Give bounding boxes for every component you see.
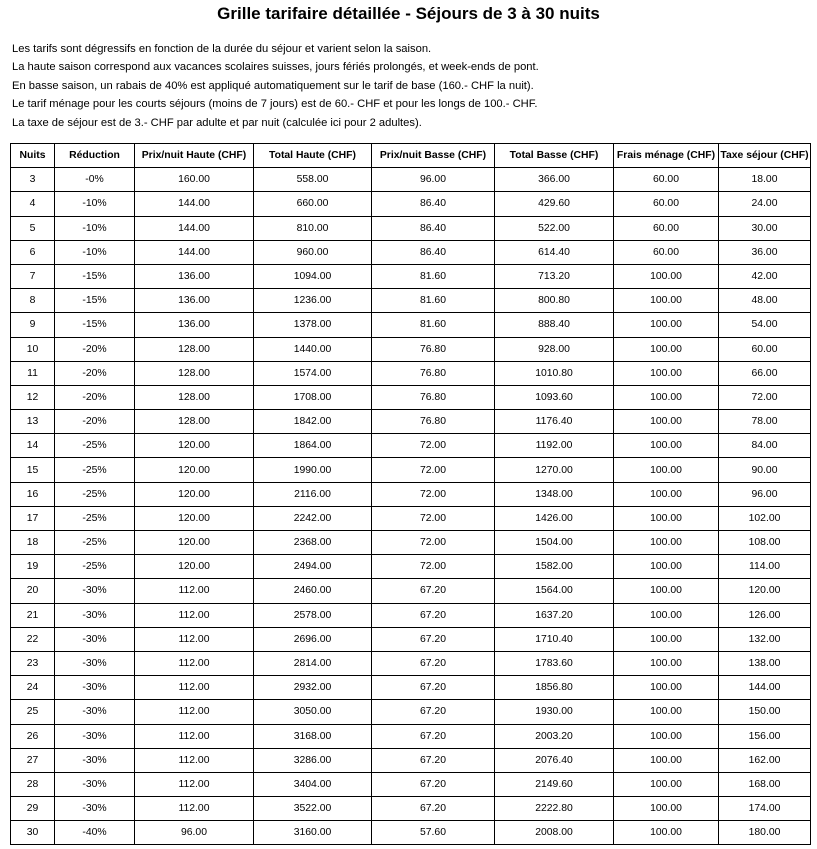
table-row	[11, 289, 811, 313]
table-cell: 366.00	[495, 168, 614, 192]
table-cell: 86.40	[372, 216, 495, 240]
table-cell: 112.00	[135, 797, 254, 821]
table-cell: 928.00	[495, 337, 614, 361]
table-cell: 2242.00	[254, 506, 372, 530]
table-cell: 100.00	[614, 313, 719, 337]
table-cell: 67.20	[372, 603, 495, 627]
table-cell: 800.80	[495, 289, 614, 313]
table-cell: 114.00	[719, 555, 811, 579]
table-cell: 100.00	[614, 603, 719, 627]
table-cell: 162.00	[719, 748, 811, 772]
table-cell: 67.20	[372, 579, 495, 603]
table-cell: 128.00	[135, 385, 254, 409]
table-cell: -25%	[55, 434, 135, 458]
table-cell: 1842.00	[254, 410, 372, 434]
table-cell: -10%	[55, 240, 135, 264]
table-cell: 67.20	[372, 724, 495, 748]
table-cell: 136.00	[135, 289, 254, 313]
table-cell: 13	[11, 410, 55, 434]
table-cell: 136.00	[135, 313, 254, 337]
table-cell: -30%	[55, 603, 135, 627]
table-cell: 1504.00	[495, 531, 614, 555]
table-cell: 126.00	[719, 603, 811, 627]
table-cell: 168.00	[719, 772, 811, 796]
intro-line: Les tarifs sont dégressifs en fonction de la durée du séjour et varient selon la saison.	[12, 43, 432, 55]
tariff-table	[10, 143, 811, 845]
table-cell: 60.00	[614, 216, 719, 240]
table-cell: 100.00	[614, 627, 719, 651]
table-row	[11, 797, 811, 821]
table-cell: 810.00	[254, 216, 372, 240]
table-cell: 11	[11, 361, 55, 385]
table-row	[11, 651, 811, 675]
table-cell: 112.00	[135, 700, 254, 724]
table-cell: 2076.40	[495, 748, 614, 772]
table-cell: 5	[11, 216, 55, 240]
table-cell: 558.00	[254, 168, 372, 192]
table-cell: 100.00	[614, 410, 719, 434]
table-cell: 112.00	[135, 651, 254, 675]
table-cell: 96.00	[135, 821, 254, 845]
intro-line: La haute saison correspond aux vacances scolaires suisses, jours fériés prolongés, et week-ends de pont.	[12, 61, 539, 74]
table-row	[11, 579, 811, 603]
table-cell: 72.00	[372, 434, 495, 458]
table-cell: -30%	[55, 651, 135, 675]
table-cell: 81.60	[372, 289, 495, 313]
intro-line: En basse saison, un rabais de 40% est appliqué automatiquement sur le tarif de base (160.- CHF la nuit).	[12, 79, 534, 92]
table-cell: 14	[11, 434, 55, 458]
table-cell: 120.00	[135, 458, 254, 482]
table-cell: 60.00	[614, 192, 719, 216]
table-cell: 76.80	[372, 337, 495, 361]
table-cell: 3522.00	[254, 797, 372, 821]
table-cell: 81.60	[372, 264, 495, 288]
table-cell: 30.00	[719, 216, 811, 240]
table-cell: 1856.80	[495, 676, 614, 700]
table-cell: 100.00	[614, 700, 719, 724]
table-cell: 1708.00	[254, 385, 372, 409]
table-cell: 1094.00	[254, 264, 372, 288]
table-cell: 108.00	[719, 531, 811, 555]
table-cell: 100.00	[614, 482, 719, 506]
page-title: Grille tarifaire détaillée - Séjours de 3 à 30 nuits	[217, 4, 600, 23]
table-cell: 1990.00	[254, 458, 372, 482]
table-cell: 1270.00	[495, 458, 614, 482]
table-cell: -25%	[55, 531, 135, 555]
table-row	[11, 627, 811, 651]
table-cell: 6	[11, 240, 55, 264]
table-cell: 1710.40	[495, 627, 614, 651]
table-cell: 2932.00	[254, 676, 372, 700]
table-cell: 20	[11, 579, 55, 603]
table-cell: 1010.80	[495, 361, 614, 385]
table-cell: 2008.00	[495, 821, 614, 845]
table-cell: 100.00	[614, 264, 719, 288]
table-cell: 1440.00	[254, 337, 372, 361]
table-cell: 60.00	[719, 337, 811, 361]
table-cell: 150.00	[719, 700, 811, 724]
table-cell: 78.00	[719, 410, 811, 434]
table-cell: 15	[11, 458, 55, 482]
table-cell: 2368.00	[254, 531, 372, 555]
table-cell: 3160.00	[254, 821, 372, 845]
table-row	[11, 555, 811, 579]
table-cell: 24.00	[719, 192, 811, 216]
header-prix-haute: Prix/nuit Haute (CHF)	[135, 144, 254, 168]
table-cell: 1093.60	[495, 385, 614, 409]
table-cell: -25%	[55, 458, 135, 482]
table-row	[11, 240, 811, 264]
table-cell: 1582.00	[495, 555, 614, 579]
table-cell: 112.00	[135, 676, 254, 700]
table-row	[11, 603, 811, 627]
table-cell: 112.00	[135, 724, 254, 748]
table-row	[11, 506, 811, 530]
table-cell: 1574.00	[254, 361, 372, 385]
table-cell: 67.20	[372, 627, 495, 651]
table-cell: 100.00	[614, 555, 719, 579]
table-cell: 60.00	[614, 240, 719, 264]
table-row	[11, 676, 811, 700]
table-cell: 102.00	[719, 506, 811, 530]
table-cell: -15%	[55, 289, 135, 313]
table-cell: 84.00	[719, 434, 811, 458]
table-cell: 1348.00	[495, 482, 614, 506]
table-row	[11, 772, 811, 796]
table-cell: 96.00	[719, 482, 811, 506]
table-cell: -30%	[55, 772, 135, 796]
table-cell: 100.00	[614, 506, 719, 530]
table-row	[11, 700, 811, 724]
header-frais-menage: Frais ménage (CHF)	[614, 144, 719, 168]
table-cell: 100.00	[614, 772, 719, 796]
table-cell: -15%	[55, 264, 135, 288]
table-cell: 25	[11, 700, 55, 724]
table-cell: 112.00	[135, 579, 254, 603]
table-cell: 72.00	[372, 482, 495, 506]
table-cell: 48.00	[719, 289, 811, 313]
table-cell: 128.00	[135, 337, 254, 361]
table-cell: 960.00	[254, 240, 372, 264]
table-cell: 1564.00	[495, 579, 614, 603]
table-cell: 4	[11, 192, 55, 216]
table-cell: 24	[11, 676, 55, 700]
table-cell: 1378.00	[254, 313, 372, 337]
table-cell: 90.00	[719, 458, 811, 482]
table-cell: 86.40	[372, 240, 495, 264]
table-row	[11, 361, 811, 385]
table-cell: 100.00	[614, 458, 719, 482]
table-cell: 132.00	[719, 627, 811, 651]
table-cell: 76.80	[372, 385, 495, 409]
table-row	[11, 748, 811, 772]
table-cell: 16	[11, 482, 55, 506]
table-cell: -20%	[55, 361, 135, 385]
table-cell: 112.00	[135, 603, 254, 627]
table-cell: 27	[11, 748, 55, 772]
header-reduction: Réduction	[55, 144, 135, 168]
table-cell: 144.00	[719, 676, 811, 700]
table-cell: 100.00	[614, 385, 719, 409]
table-cell: 614.40	[495, 240, 614, 264]
table-cell: 128.00	[135, 361, 254, 385]
table-cell: 36.00	[719, 240, 811, 264]
table-cell: 174.00	[719, 797, 811, 821]
table-row	[11, 531, 811, 555]
table-cell: 136.00	[135, 264, 254, 288]
table-cell: 17	[11, 506, 55, 530]
table-row	[11, 192, 811, 216]
table-cell: -25%	[55, 506, 135, 530]
table-cell: 100.00	[614, 579, 719, 603]
table-cell: -0%	[55, 168, 135, 192]
table-cell: 21	[11, 603, 55, 627]
table-cell: -25%	[55, 482, 135, 506]
table-cell: 429.60	[495, 192, 614, 216]
table-cell: 156.00	[719, 724, 811, 748]
table-row	[11, 385, 811, 409]
table-cell: 2460.00	[254, 579, 372, 603]
table-cell: -25%	[55, 555, 135, 579]
table-row	[11, 264, 811, 288]
table-cell: 100.00	[614, 531, 719, 555]
table-cell: 72.00	[372, 458, 495, 482]
table-cell: -30%	[55, 797, 135, 821]
table-cell: 72.00	[372, 531, 495, 555]
table-cell: 120.00	[135, 506, 254, 530]
table-cell: -30%	[55, 627, 135, 651]
table-cell: 30	[11, 821, 55, 845]
table-cell: 2696.00	[254, 627, 372, 651]
table-cell: 72.00	[719, 385, 811, 409]
header-total-haute: Total Haute (CHF)	[254, 144, 372, 168]
table-cell: 160.00	[135, 168, 254, 192]
table-cell: 112.00	[135, 772, 254, 796]
table-cell: 100.00	[614, 748, 719, 772]
header-taxe-sejour: Taxe séjour (CHF)	[719, 144, 811, 168]
table-cell: 1864.00	[254, 434, 372, 458]
table-cell: 100.00	[614, 434, 719, 458]
table-cell: -10%	[55, 192, 135, 216]
table-cell: 9	[11, 313, 55, 337]
table-cell: 67.20	[372, 700, 495, 724]
table-cell: 1637.20	[495, 603, 614, 627]
table-cell: 100.00	[614, 676, 719, 700]
table-cell: 112.00	[135, 627, 254, 651]
table-cell: 128.00	[135, 410, 254, 434]
table-cell: 144.00	[135, 192, 254, 216]
table-cell: 66.00	[719, 361, 811, 385]
table-cell: 1783.60	[495, 651, 614, 675]
table-cell: 29	[11, 797, 55, 821]
table-cell: 144.00	[135, 240, 254, 264]
table-row	[11, 313, 811, 337]
table-header-row	[11, 144, 811, 168]
table-row	[11, 216, 811, 240]
table-cell: 57.60	[372, 821, 495, 845]
table-cell: 76.80	[372, 361, 495, 385]
table-cell: -20%	[55, 385, 135, 409]
table-cell: 120.00	[719, 579, 811, 603]
table-cell: 3286.00	[254, 748, 372, 772]
table-cell: 96.00	[372, 168, 495, 192]
table-cell: 100.00	[614, 724, 719, 748]
table-cell: 100.00	[614, 651, 719, 675]
header-total-basse: Total Basse (CHF)	[495, 144, 614, 168]
table-cell: 3168.00	[254, 724, 372, 748]
table-cell: 660.00	[254, 192, 372, 216]
table-cell: 2578.00	[254, 603, 372, 627]
table-cell: 28	[11, 772, 55, 796]
table-cell: 1236.00	[254, 289, 372, 313]
table-cell: 86.40	[372, 192, 495, 216]
table-cell: 100.00	[614, 361, 719, 385]
table-cell: 144.00	[135, 216, 254, 240]
table-cell: 120.00	[135, 482, 254, 506]
table-cell: -10%	[55, 216, 135, 240]
table-cell: 120.00	[135, 555, 254, 579]
table-row	[11, 482, 811, 506]
table-row	[11, 724, 811, 748]
table-cell: 180.00	[719, 821, 811, 845]
table-cell: 138.00	[719, 651, 811, 675]
table-cell: 54.00	[719, 313, 811, 337]
table-cell: -30%	[55, 700, 135, 724]
table-cell: 18	[11, 531, 55, 555]
intro-text	[12, 40, 539, 132]
table-cell: -20%	[55, 337, 135, 361]
table-cell: 713.20	[495, 264, 614, 288]
table-cell: -30%	[55, 724, 135, 748]
table-cell: 18.00	[719, 168, 811, 192]
table-row	[11, 410, 811, 434]
table-cell: 522.00	[495, 216, 614, 240]
table-cell: 72.00	[372, 555, 495, 579]
table-cell: 2116.00	[254, 482, 372, 506]
table-cell: 19	[11, 555, 55, 579]
table-cell: 888.40	[495, 313, 614, 337]
table-cell: 3404.00	[254, 772, 372, 796]
header-nuits: Nuits	[11, 144, 55, 168]
table-cell: 1426.00	[495, 506, 614, 530]
table-cell: 1930.00	[495, 700, 614, 724]
table-cell: -30%	[55, 748, 135, 772]
table-cell: 67.20	[372, 772, 495, 796]
table-cell: 100.00	[614, 337, 719, 361]
table-cell: 120.00	[135, 531, 254, 555]
table-cell: 120.00	[135, 434, 254, 458]
table-cell: 2149.60	[495, 772, 614, 796]
table-cell: 67.20	[372, 651, 495, 675]
table-cell: 112.00	[135, 748, 254, 772]
table-cell: 2814.00	[254, 651, 372, 675]
header-prix-basse: Prix/nuit Basse (CHF)	[372, 144, 495, 168]
table-cell: 22	[11, 627, 55, 651]
table-cell: 72.00	[372, 506, 495, 530]
table-cell: 2222.80	[495, 797, 614, 821]
table-cell: -15%	[55, 313, 135, 337]
table-cell: -20%	[55, 410, 135, 434]
table-row	[11, 821, 811, 845]
table-cell: 100.00	[614, 289, 719, 313]
table-cell: 2003.20	[495, 724, 614, 748]
table-cell: 23	[11, 651, 55, 675]
table-cell: 60.00	[614, 168, 719, 192]
table-cell: 76.80	[372, 410, 495, 434]
table-cell: 10	[11, 337, 55, 361]
table-cell: 42.00	[719, 264, 811, 288]
table-cell: 67.20	[372, 676, 495, 700]
table-row	[11, 434, 811, 458]
table-cell: 1192.00	[495, 434, 614, 458]
table-cell: 67.20	[372, 748, 495, 772]
table-cell: 100.00	[614, 821, 719, 845]
table-row	[11, 337, 811, 361]
table-body	[11, 168, 811, 845]
intro-line: Le tarif ménage pour les courts séjours (moins de 7 jours) est de 60.- CHF et pour les longs de 100.- CHF.	[12, 98, 538, 111]
table-row	[11, 458, 811, 482]
table-cell: -30%	[55, 579, 135, 603]
table-cell: 100.00	[614, 797, 719, 821]
table-cell: 8	[11, 289, 55, 313]
table-cell: 26	[11, 724, 55, 748]
table-cell: -30%	[55, 676, 135, 700]
table-cell: 1176.40	[495, 410, 614, 434]
table-cell: 81.60	[372, 313, 495, 337]
table-cell: 7	[11, 264, 55, 288]
table-cell: 67.20	[372, 797, 495, 821]
table-cell: 2494.00	[254, 555, 372, 579]
table-cell: 3050.00	[254, 700, 372, 724]
table-row	[11, 168, 811, 192]
table-cell: -40%	[55, 821, 135, 845]
intro-line: La taxe de séjour est de 3.- CHF par adulte et par nuit (calculée ici pour 2 adultes).	[12, 116, 422, 129]
table-cell: 3	[11, 168, 55, 192]
table-cell: 12	[11, 385, 55, 409]
